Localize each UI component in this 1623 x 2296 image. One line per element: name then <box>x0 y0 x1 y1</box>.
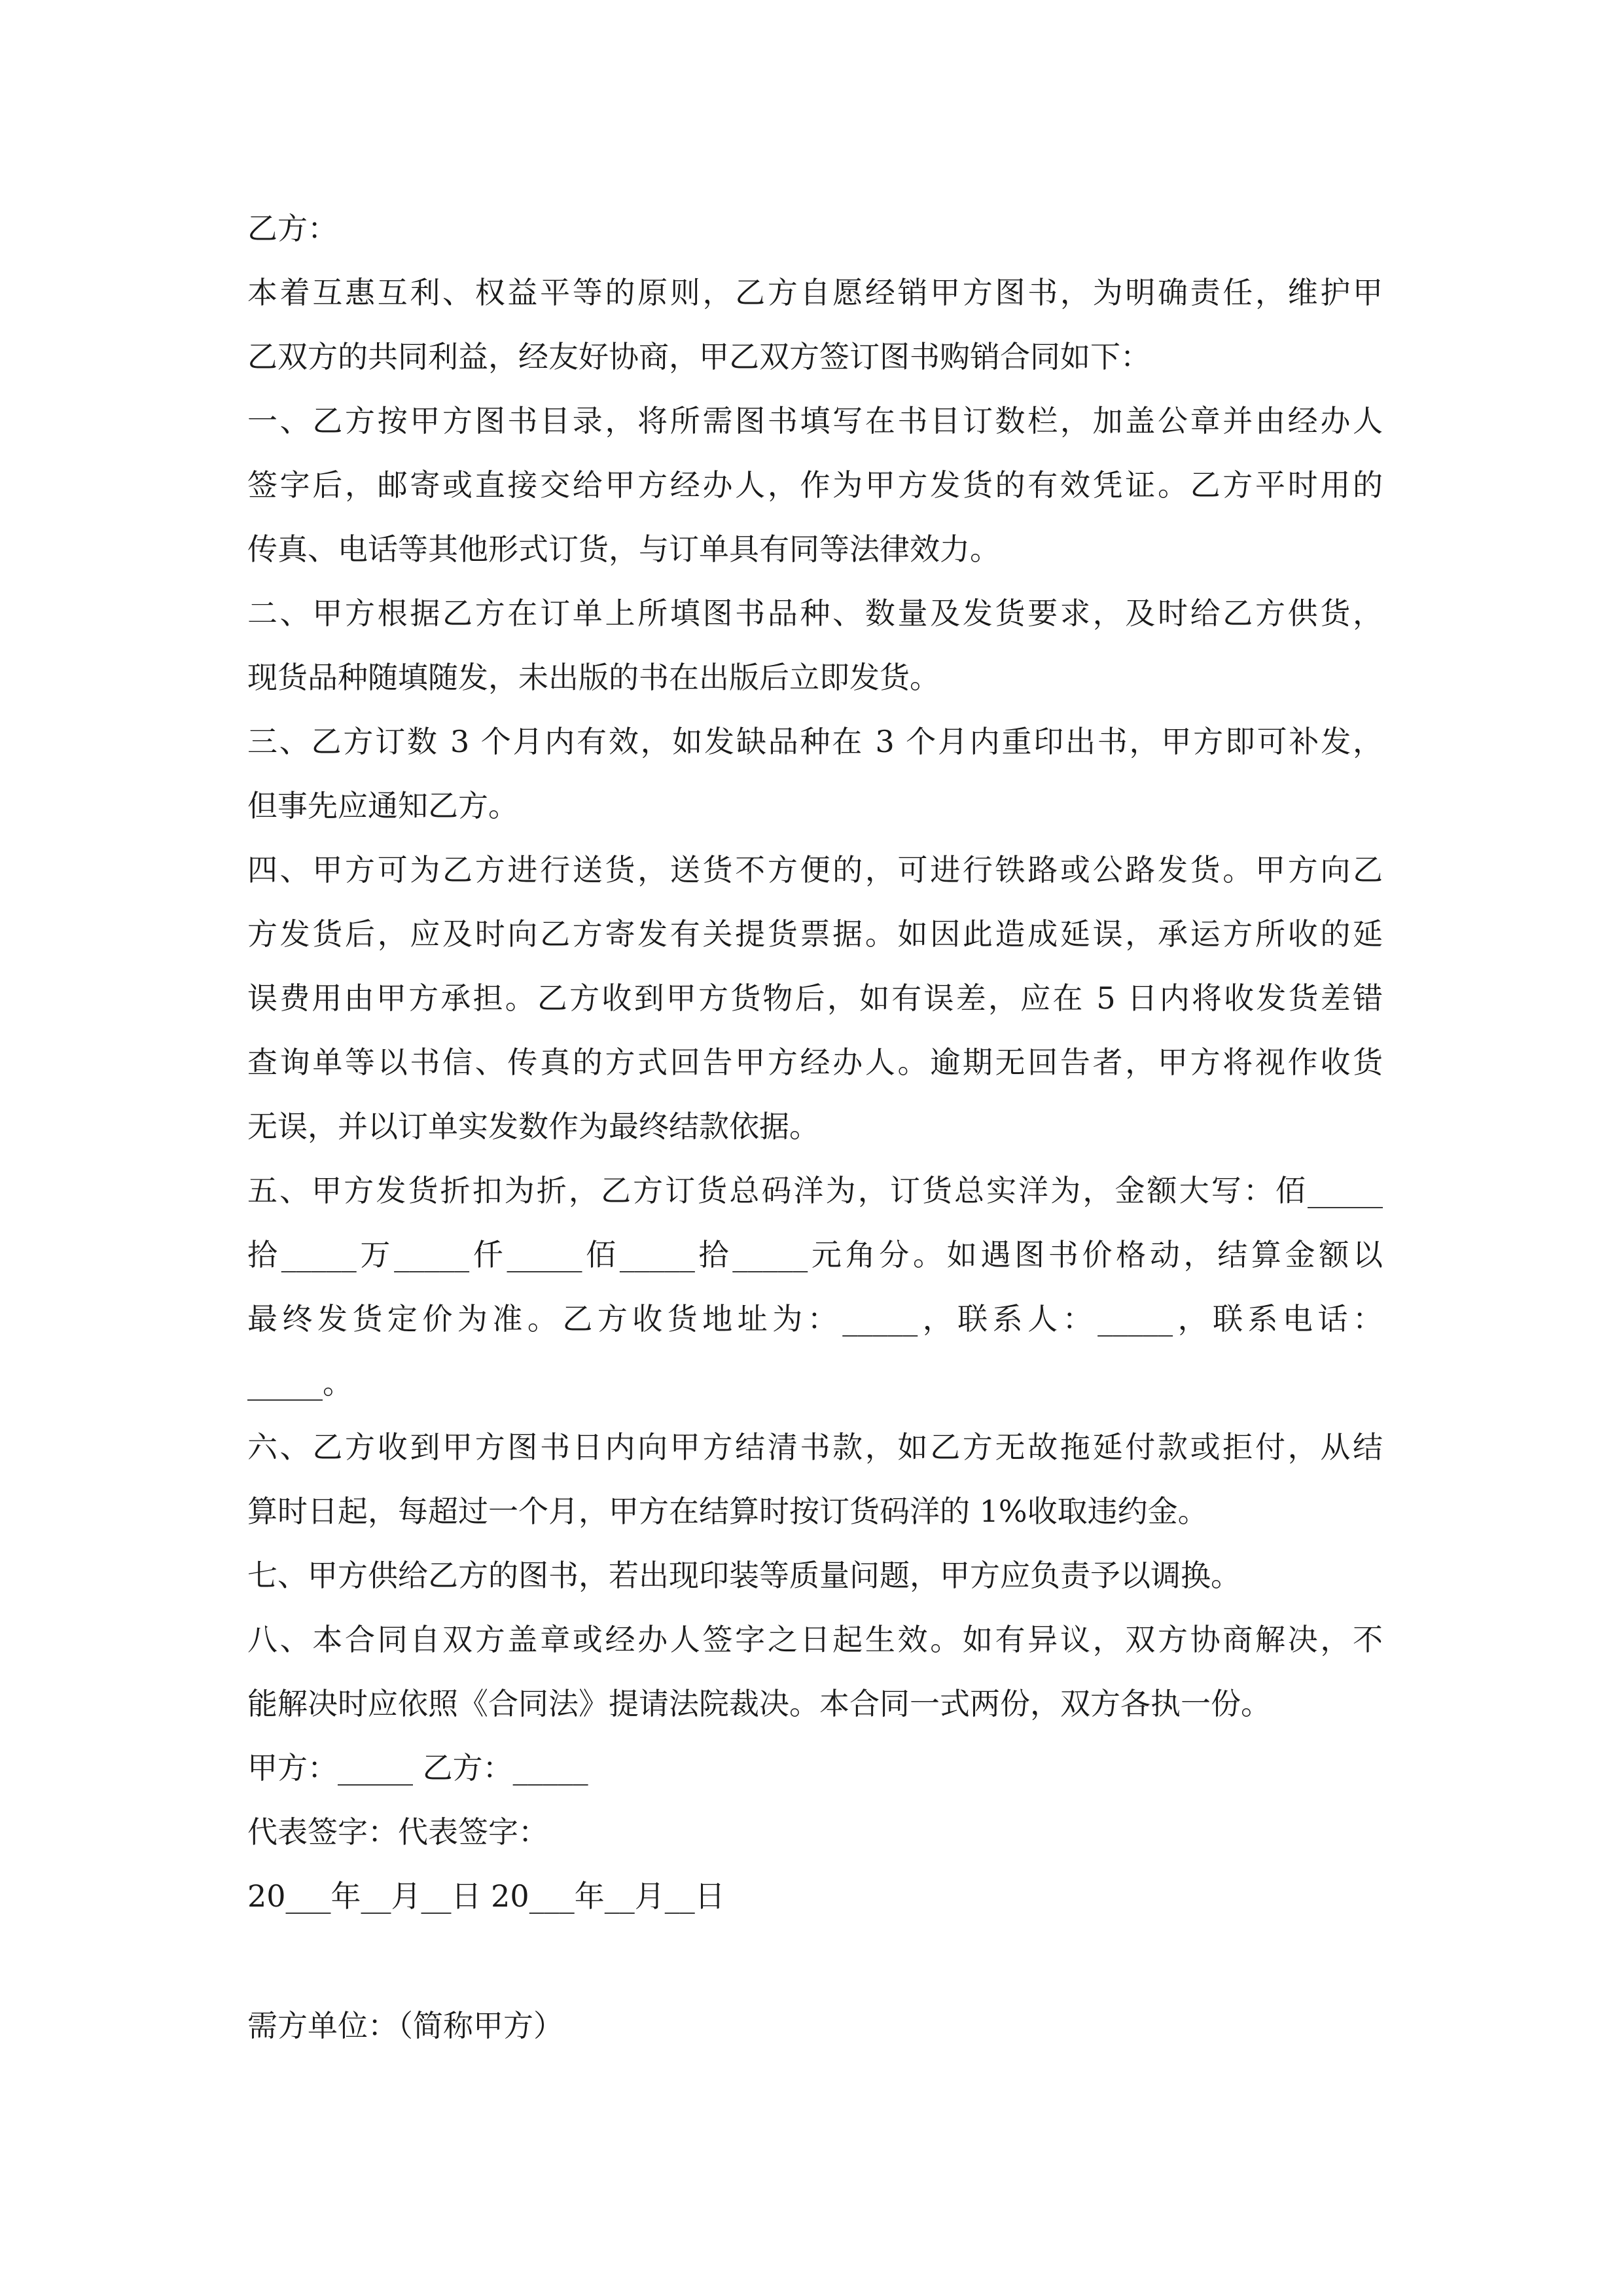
clause-2-line-2: 现货品种随填随发，未出版的书在出版后立即发货。 <box>247 660 940 695</box>
clause-5-line-1: 五、甲方发货折扣为折，乙方订货总码洋为，订货总实洋为，金额大写：佰_____ <box>247 1173 1383 1208</box>
clause-1-line-2: 签字后，邮寄或直接交给甲方经办人，作为甲方发货的有效凭证。乙方平时用的 <box>247 467 1383 503</box>
clause-4-line-4: 查询单等以书信、传真的方式回告甲方经办人。逾期无回告者，甲方将视作收货 <box>247 1045 1383 1080</box>
clause-8-line-2: 能解决时应依照《合同法》提请法院裁决。本合同一式两份，双方各执一份。 <box>247 1686 1271 1721</box>
signature-dates: 20___年__月__日 20___年__月__日 <box>247 1878 725 1914</box>
clause-5-line-2: 拾_____万_____仟_____佰_____拾_____元角分。如遇图书价格动，结算金额以 <box>247 1237 1383 1272</box>
signature-representatives: 代表签字：代表签字： <box>247 1814 548 1850</box>
clause-4-line-2: 方发货后，应及时向乙方寄发有关提货票据。如因此造成延误，承运方所收的延 <box>247 916 1383 952</box>
clause-5-line-4: _____。 <box>247 1365 353 1401</box>
clause-7-line-1: 七、甲方供给乙方的图书，若出现印装等质量问题，甲方应负责予以调换。 <box>247 1558 1241 1593</box>
clause-4-line-3: 误费用由甲方承担。乙方收到甲方货物后，如有误差，应在 5 日内将收发货差错 <box>247 980 1383 1016</box>
buyer-unit-line: 需方单位：（简称甲方） <box>247 2008 563 2043</box>
party-b-heading: 乙方： <box>247 211 338 246</box>
clause-6-line-2: 算时日起，每超过一个月，甲方在结算时按订货码洋的 1%收取违约金。 <box>247 1494 1208 1529</box>
clause-4-line-1: 四、甲方可为乙方进行送货，送货不方便的，可进行铁路或公路发货。甲方向乙 <box>247 852 1383 888</box>
contract-body <box>247 196 1383 2058</box>
clause-3-line-2: 但事先应通知乙方。 <box>247 788 518 823</box>
clause-6-line-1: 六、乙方收到甲方图书日内向甲方结清书款，如乙方无故拖延付款或拒付，从结 <box>247 1429 1383 1465</box>
clause-1-line-3: 传真、电话等其他形式订货，与订单具有同等法律效力。 <box>247 531 1000 567</box>
section-gap <box>247 1928 1383 1994</box>
clause-5-line-3: 最终发货定价为准。乙方收货地址为：_____，联系人：_____，联系电话： <box>247 1301 1383 1336</box>
clause-8-line-1: 八、本合同自双方盖章或经办人签字之日起生效。如有异议，双方协商解决，不 <box>247 1622 1383 1657</box>
preamble-line-1: 本着互惠互利、权益平等的原则，乙方自愿经销甲方图书，为明确责任，维护甲 <box>247 275 1383 310</box>
preamble-line-2: 乙双方的共同利益，经友好协商，甲乙双方签订图书购销合同如下： <box>247 339 1150 374</box>
signature-parties: 甲方：_____ 乙方：_____ <box>247 1750 588 1785</box>
clause-4-line-5: 无误，并以订单实发数作为最终结款依据。 <box>247 1109 819 1144</box>
clause-3-line-1: 三、乙方订数 3 个月内有效，如发缺品种在 3 个月内重印出书，甲方即可补发， <box>247 724 1383 759</box>
clause-2-line-1: 二、甲方根据乙方在订单上所填图书品种、数量及发货要求，及时给乙方供货， <box>247 596 1383 631</box>
clause-1-line-1: 一、乙方按甲方图书目录，将所需图书填写在书目订数栏，加盖公章并由经办人 <box>247 403 1383 439</box>
